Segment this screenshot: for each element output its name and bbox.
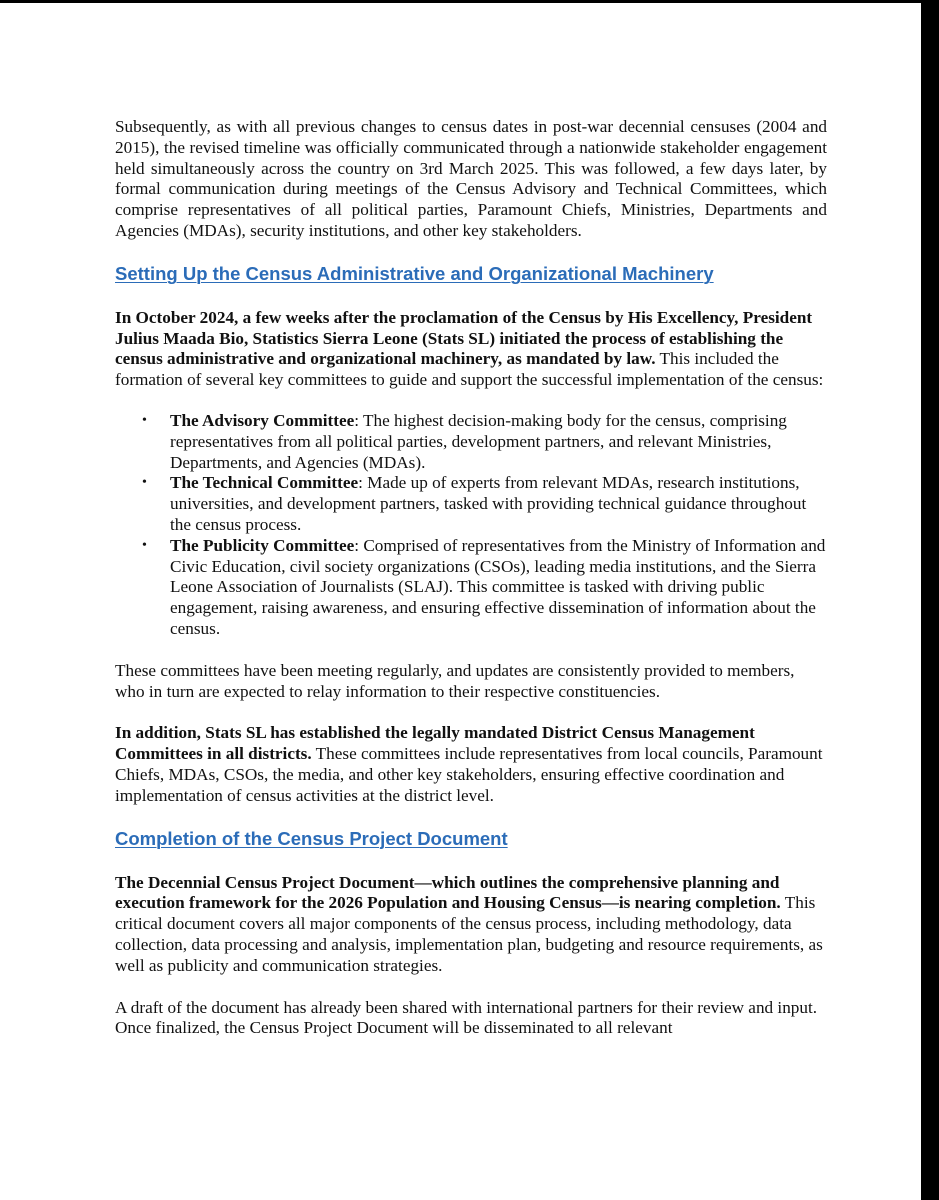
list-item bbox=[115, 473, 827, 535]
machinery-paragraph bbox=[115, 308, 827, 391]
section-heading-machinery: Setting Up the Census Administrative and Organizational Machinery bbox=[115, 262, 714, 284]
committee-name: The Advisory Committee bbox=[170, 410, 355, 430]
bullet-icon: • bbox=[142, 537, 147, 553]
bullet-icon: • bbox=[142, 475, 147, 491]
draft-document-paragraph: A draft of the document has already been shared with international partners for their review and input. Once finalized, the Census Project Document will be disseminated to all relevant bbox=[115, 997, 818, 1038]
section-heading-project-document: Completion of the Census Project Document bbox=[115, 827, 508, 849]
list-item bbox=[115, 411, 827, 473]
document-page bbox=[0, 3, 921, 1200]
committees-meeting-paragraph: These committees have been meeting regularly, and updates are consistently provided to members, who in turn are expected to relay information to their respective constituencies. bbox=[115, 660, 795, 701]
committee-name: The Technical Committee bbox=[170, 473, 359, 493]
committee-description: : Comprised of representatives from the Ministry of Information and Civic Education, civil society organizations (CSOs), leading media institutions, and the Sierra Leone Association of Journalists (SLAJ). This committee is tasked with driving public engagement, raising awareness, and ensuring effective dissemination of information about the census. bbox=[170, 535, 826, 638]
district-committees-bold: In addition, Stats SL has established the legally mandated District Census Management Committees in all districts. bbox=[115, 723, 755, 764]
committee-description: : The highest decision-making body for the census, comprising representatives from all political parties, development partners, and relevant Ministries, Departments, and Agencies (MDAs). bbox=[170, 410, 787, 472]
machinery-paragraph-bold: In October 2024, a few weeks after the proclamation of the Census by His Excellency, President Julius Maada Bio, Statistics Sierra Leone (Stats SL) initiated the process of establishing the census administrative and organizational machinery, as mandated by law. bbox=[115, 307, 813, 369]
bullet-icon: • bbox=[142, 412, 147, 428]
district-committees-rest: These committees include representatives from local councils, Paramount Chiefs, MDAs, CSOs, the media, and other key stakeholders, ensuring effective coordination and implementation of census activities at the district level. bbox=[115, 744, 823, 805]
project-document-paragraph bbox=[115, 873, 827, 977]
committee-name: The Publicity Committee bbox=[170, 535, 355, 555]
machinery-paragraph-rest: This included the formation of several key committees to guide and support the successful implementation of the census: bbox=[115, 349, 824, 390]
project-document-bold: The Decennial Census Project Document—which outlines the comprehensive planning and execution framework for the 2026 Population and Housing Census—is nearing completion. bbox=[115, 872, 781, 913]
intro-paragraph: Subsequently, as with all previous changes to census dates in post-war decennial censuses (2004 and 2015), the revised timeline was officially communicated through a nationwide stakeholder engagement held simultaneously across the country on 3rd March 2025. This was followed, a few days later, by formal communication during meetings of the Census Advisory and Technical Committees, which comprise representatives of all political parties, Paramount Chiefs, Ministries, Departments and Agencies (MDAs), security institutions, and other key stakeholders. bbox=[115, 117, 827, 240]
document-body bbox=[115, 117, 827, 1039]
committee-description: : Made up of experts from relevant MDAs, research institutions, universities, and development partners, tasked with providing technical guidance throughout the census process. bbox=[170, 473, 807, 534]
right-edge-border bbox=[921, 0, 939, 1200]
project-document-rest: This critical document covers all major components of the census process, including methodology, data collection, data processing and analysis, implementation plan, budgeting and resource requirements, as well as publicity and communication strategies. bbox=[115, 893, 823, 975]
list-item bbox=[115, 536, 827, 640]
committee-list bbox=[115, 411, 827, 640]
district-committees-paragraph bbox=[115, 723, 827, 806]
